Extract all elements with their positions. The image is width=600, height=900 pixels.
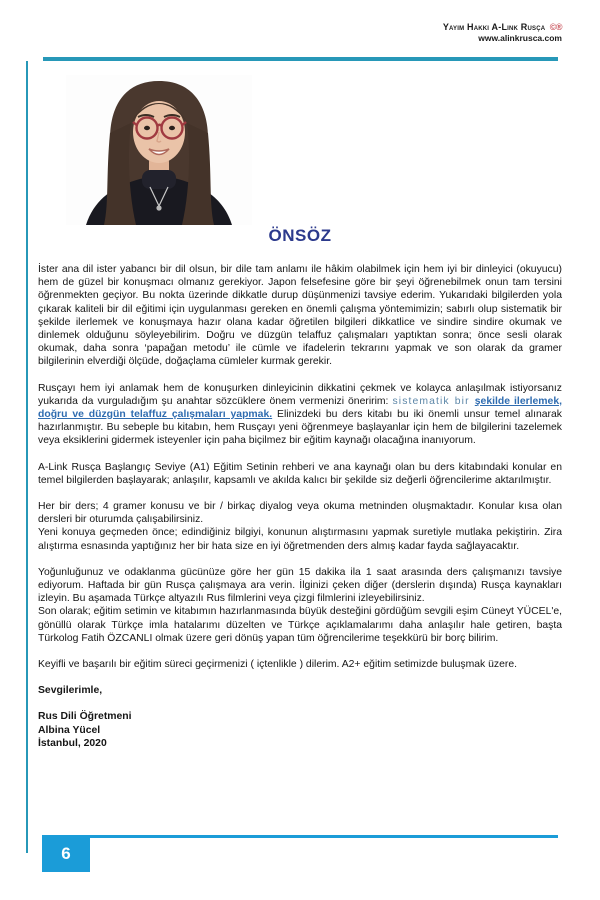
key-phrase-light: sistematik bir — [392, 395, 475, 407]
website-url: www.alinkrusca.com — [478, 33, 562, 43]
preface-paragraph-5b: Son olarak; eğitim setimin ve kitabımın hazırlanmasında büyük desteğini gördüğüm sevgili eşim Cüneyt YÜCEL'e, gönüllü olarak Türkçe imla hatalarımı düzelten ve Türkçe açıklamalarımı daha anlaşılır hale getiren, başta Türkolog Fatih ÖZCANLI olmak üzere geri dönüş yapan tüm öğrencilerime teşekkürü bir borç bilirim. — [38, 606, 562, 644]
preface-body — [38, 226, 562, 750]
page-title: ÖNSÖZ — [268, 226, 332, 245]
copyright-text: Yayım Hakkı A-Link Rusça — [442, 22, 546, 32]
footer-divider — [90, 835, 558, 838]
preface-paragraph-3: A-Link Rusça Başlangıç Seviye (A1) Eğitim Setinin rehberi ve ana kaynağı olan bu ders kitabındaki konular en temel bilgilerden başlayarak; anlaşılır, kapsamlı ve akılda kalıcı bir şekilde siz değerli öğrencilerime aktarılmıştır. — [38, 461, 562, 486]
author-photo — [66, 75, 252, 225]
page-number: 6 — [61, 843, 71, 863]
paragraph-2-lead: Rusçayı hem iyi anlamak hem de konuşurken dinleyicinin dikkatini çekmek ve kolayca anlaşılmak istiyorsanız yukarıda da vurguladığım şu anahtar sözcüklere önem vermenizi öneririm: — [38, 382, 562, 407]
copyright-icon: ©® — [549, 22, 562, 32]
salutation: Sevgilerimle, — [38, 685, 103, 697]
portrait-illustration — [66, 75, 252, 225]
preface-paragraph-5a: Yoğunluğunuz ve odaklanma gücünüze göre her gün 15 dakika ila 1 saat arasında ders çalışmanızı tavsiye ediyorum. Haftada bir gün Rusça çalışmaya ara verin. İlginizi çeken diğer (derslerin dışında) Rusça kaynakları izleyin. Bu aşamada Türkçe altyazılı Rus filmlerini veya çizgi filmlerini izleyebilirsiniz. — [38, 566, 562, 605]
signature-name: Albina Yücel — [38, 724, 101, 736]
left-margin-divider — [26, 61, 28, 853]
page-number-badge — [42, 835, 90, 872]
page-header — [443, 20, 562, 44]
key-phrase-emphasis: şekilde ilerlemek, doğru ve düzgün telaffuz çalışmaları yapmak. — [38, 395, 562, 421]
paragraph-2-tail: Elinizdeki bu ders kitabı bu iki önemli unsur temel alınarak hazırlanmıştır. Bu sebeple bu kitabın, hem Rusçayı yeni öğrenmeye başlayanlar için hem de bilgilerini tazelemek veya eksiklerini gidermek isteyenler için paha biçilmez bir eğitim kaynağı olacağına inanıyorum. — [38, 409, 562, 447]
signature-place-year: İstanbul, 2020 — [38, 737, 107, 749]
top-divider — [43, 57, 558, 61]
closing-paragraph: Keyifli ve başarılı bir eğitim süreci geçirmenizi ( içtenlikle ) dilerim. A2+ eğitim setimizde buluşmak üzere. — [38, 659, 518, 671]
preface-paragraph-2 — [38, 382, 562, 448]
preface-paragraph-4a: Her bir ders; 4 gramer konusu ve bir / birkaç diyalog veya okuma metninden oluşmaktadır. Konular kısa olan dersleri bir oturumda çalışabilirsiniz. — [38, 501, 562, 526]
signature-role: Rus Dili Öğretmeni — [38, 711, 132, 723]
preface-paragraph-4b: Yeni konuya geçmeden önce; edindiğiniz bilgiyi, konunun alıştırmasını yapmak suretiyle mutlaka pekiştirin. Zira alıştırma esnasında yaptığınız her bir hata size en iyi öğretmenden ders almış kadar fayda sağlayacaktır. — [38, 527, 562, 552]
preface-paragraph-1: İster ana dil ister yabancı bir dil olsun, bir dile tam anlamı ile hâkim olabilmek için hem iyi bir dinleyici (okuyucu) hem de güzel bir konuşmacı olmanız gerekiyor. Japon felsefesine göre bir şeyi öğrenebilmek onun tam tersini öğrenmekten geçiyor. Bu nokta üzerinde dikkatle durup düşünmenizi tavsiye ederim. Yukarıdaki bilgilerden yola çıkarak kaliteli bir dil eğitimi için uygulanması gereken en önemli çalışma yöntemimizin; sabırlı olup sistematik bir şekilde ilerlemek ve konuşmaya hazır olana kadar öğretilen bilgileri dikkatlice ve sindire sindire okumak ve dinlemek olduğunu söyleyebilirim. Doğru ve düzgün telaffuz çalışmaları yaptıktan sonra; önce sesli olarak okumak, daha sonra ‘papağan metodu’ ile cümle ve ifadelerin tekrarını yapmak ve son olarak da gramer bilgilerinin elverdiği ölçüde, doğaçlama cümleler kurmak gerekir. — [38, 264, 562, 368]
signature-block — [38, 710, 562, 750]
